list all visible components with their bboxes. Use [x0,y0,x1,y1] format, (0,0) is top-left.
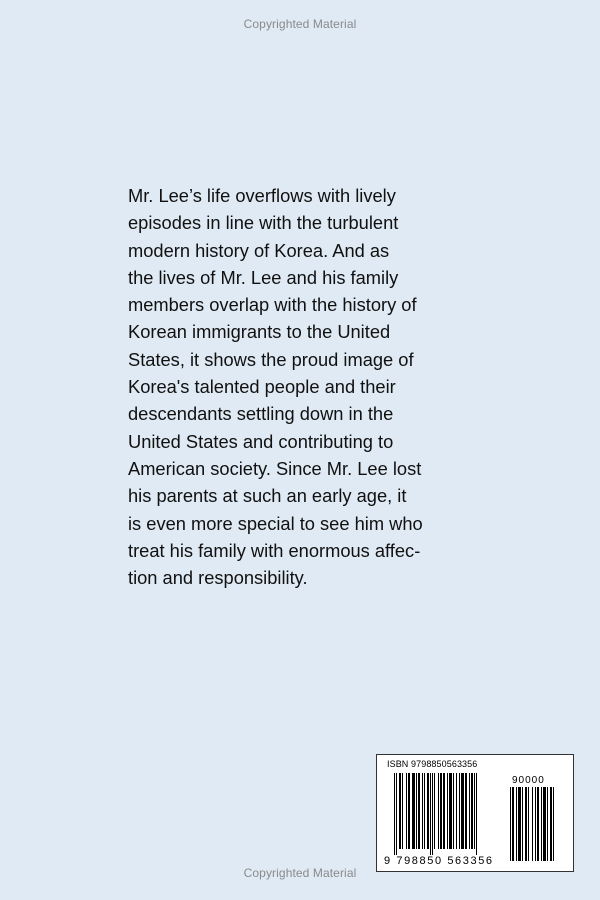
blurb-line: States, it shows the proud image of [128,348,414,370]
barcode-main [394,773,504,855]
barcode-bar [418,773,420,849]
blurb-line: descendants settling down in the [128,403,394,425]
blurb-line: members overlap with the history of [128,294,417,316]
barcode-bar [553,787,554,861]
barcode-bar [476,773,477,855]
isbn-label: ISBN 9798850563356 [387,759,478,769]
barcode-bar [453,773,454,849]
barcode-bar [456,773,457,849]
barcode-bar [474,773,475,849]
barcode-bar [430,773,431,855]
blurb-line: episodes in line with the turbulent [128,212,399,234]
barcode-bar [434,773,435,849]
barcode-bar [461,773,464,849]
barcode-bar [443,773,445,849]
barcode-bar [427,773,429,849]
blurb-line: Korean immigrants to the United [128,321,391,343]
blurb-line: tion and responsibility. [128,567,308,589]
blurb-line: United States and contributing to [128,430,394,452]
barcode-bar [440,773,442,849]
barcode-bar [528,787,529,861]
barcode-bar [406,773,407,849]
barcode-bar [449,773,452,849]
barcode-bar [541,787,542,861]
barcode-bar [424,773,425,849]
blurb-line: the lives of Mr. Lee and his family [128,266,399,288]
barcode-bar [543,787,546,861]
barcode-bar [547,787,548,861]
blurb-line: modern history of Korea. And as [128,239,390,261]
barcode-bar [399,773,401,849]
barcode-bar [550,787,552,861]
blurb-line: Mr. Lee’s life overflows with lively [128,185,396,206]
back-cover-blurb [128,182,528,591]
copyright-watermark-top: Copyrighted Material [243,17,357,31]
isbn-barcode-box [376,754,574,872]
barcode-bar [537,787,539,861]
barcode-bar [512,787,514,861]
blurb-line: treat his family with enormous affec- [128,539,421,561]
barcode-bar [469,773,470,849]
barcode-bar [465,773,467,849]
barcode-bar [422,773,423,849]
barcode-bar [438,773,439,849]
barcode-bar [412,773,415,849]
barcode-bar [532,787,533,861]
barcode-bar [471,773,473,849]
barcode-digits: 9 798850 563356 [384,855,494,867]
barcode-bar [432,773,433,855]
barcode-bar [394,773,395,855]
blurb-line: is even more special to see him who [128,512,423,534]
barcode-bar [522,787,523,861]
barcode-bar [402,773,403,849]
blurb-line: American society. Since Mr. Lee lost [128,457,422,479]
barcode-addon [510,787,568,867]
barcode-bar [516,787,517,861]
barcode-price-code: 90000 [512,775,545,786]
blurb-line: Korea's talented people and their [128,376,396,398]
barcode-bar [447,773,448,849]
copyright-watermark-bottom: Copyrighted Material [243,866,357,880]
barcode-bar [396,773,397,855]
barcode-bar [535,787,536,861]
barcode-bar [525,787,527,861]
barcode-bar [510,787,511,861]
blurb-line: his parents at such an early age, it [128,485,407,507]
barcode-bar [416,773,417,849]
barcode-bar [408,773,410,849]
barcode-bar [459,773,460,849]
barcode-bar [518,787,521,861]
